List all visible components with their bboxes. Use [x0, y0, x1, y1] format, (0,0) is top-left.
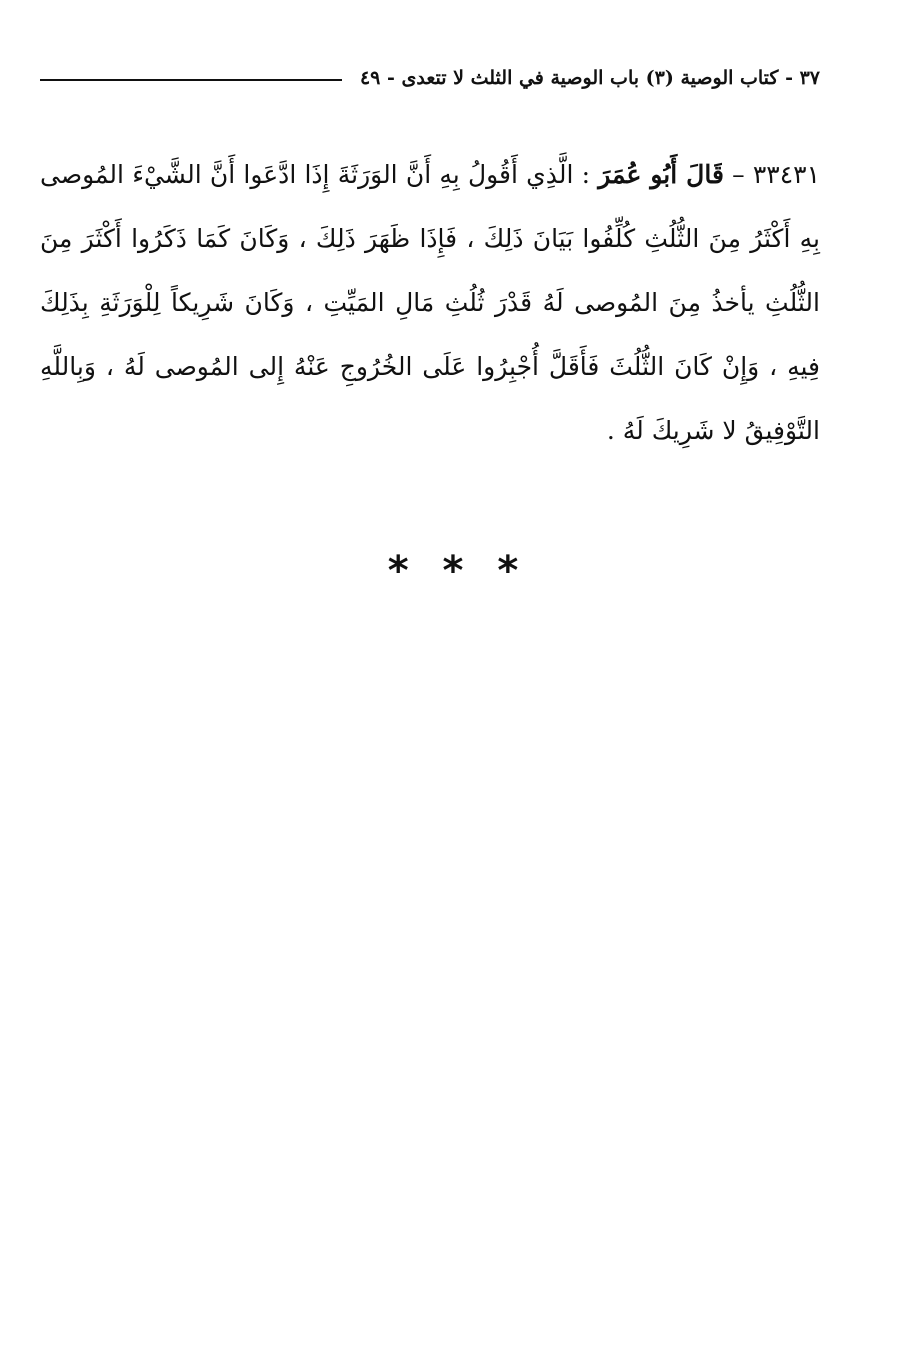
- entry-dash: –: [723, 160, 753, 189]
- page-header: [40, 58, 820, 98]
- body-paragraph: [40, 143, 820, 463]
- header-rule: [40, 79, 342, 81]
- entry-number: ٣٣٤٣١: [752, 160, 820, 189]
- paragraph-text: : الَّذِي أَقُولُ بِهِ أَنَّ الوَرَثَةَ إِذَا ادَّعَوا أَنَّ الشَّيْءَ المُوصى بِهِ أَكْثَرُ مِنَ الثُّلُثِ كُلِّفُوا بَيَانَ ذَلِكَ ، فَإِذَا ظَهَرَ ذَلِكَ ، وَكَانَ كَمَا ذَكَرُوا أَكْثَرَ مِنَ الثُّلُثِ يأخذُ مِنَ المُوصى لَهُ قَدْرَ ثُلُثِ مَالِ المَيِّتِ ، وَكَانَ شَرِيكاً لِلْوَرَثَةِ بِذَلِكَ فِيهِ ، وَإِنْ كَانَ الثُّلُثَ فَأَقَلَّ أُجْبِرُوا عَلَى الخُرُوجِ عَنْهُ إِلى المُوصى لَهُ ، وَبِاللَّهِ التَّوْفِيقُ لا شَرِيكَ لَهُ .: [40, 160, 820, 445]
- running-head: ٣٧ - كتاب الوصية (٣) باب الوصية في الثلث لا تتعدى - ٤٩: [359, 67, 820, 89]
- speaker-name: قَالَ أَبُو عُمَرَ: [598, 160, 724, 189]
- section-separator: * * *: [387, 548, 529, 594]
